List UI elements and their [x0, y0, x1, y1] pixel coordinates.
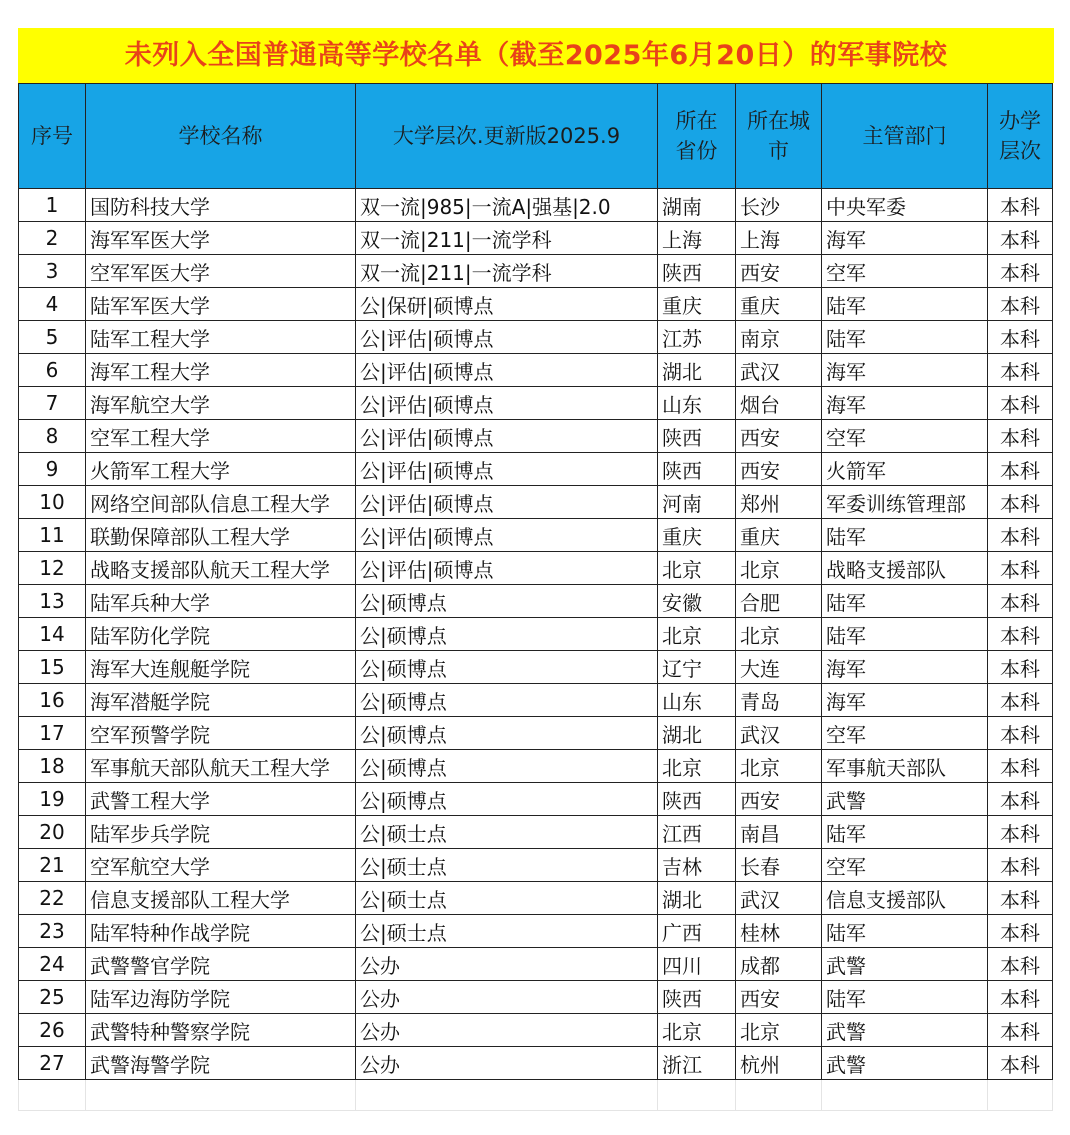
- table-row: [19, 585, 1053, 618]
- table-row: [19, 882, 1053, 915]
- cell-city: 重庆: [736, 288, 822, 321]
- cell-level: 公|评估|硕博点: [356, 387, 658, 420]
- cell-province: 重庆: [658, 519, 736, 552]
- cell-index: 11: [19, 519, 86, 552]
- cell-province: 陕西: [658, 453, 736, 486]
- cell-index: 12: [19, 552, 86, 585]
- empty-cell: [86, 1080, 356, 1111]
- cell-school-name: 陆军工程大学: [86, 321, 356, 354]
- cell-province: 陕西: [658, 783, 736, 816]
- cell-department: 陆军: [822, 519, 988, 552]
- cell-city: 桂林: [736, 915, 822, 948]
- table-row: [19, 651, 1053, 684]
- cell-city: 西安: [736, 420, 822, 453]
- cell-province: 北京: [658, 618, 736, 651]
- cell-level: 公办: [356, 1014, 658, 1047]
- table-row: [19, 222, 1053, 255]
- cell-index: 22: [19, 882, 86, 915]
- header-row: [19, 84, 1053, 189]
- cell-city: 西安: [736, 453, 822, 486]
- cell-education-level: 本科: [988, 618, 1053, 651]
- cell-education-level: 本科: [988, 387, 1053, 420]
- cell-index: 9: [19, 453, 86, 486]
- cell-education-level: 本科: [988, 321, 1053, 354]
- cell-education-level: 本科: [988, 717, 1053, 750]
- cell-level: 公|评估|硕博点: [356, 453, 658, 486]
- cell-school-name: 空军预警学院: [86, 717, 356, 750]
- cell-department: 陆军: [822, 981, 988, 1014]
- cell-city: 青岛: [736, 684, 822, 717]
- table-row: [19, 420, 1053, 453]
- table-row: [19, 255, 1053, 288]
- cell-education-level: 本科: [988, 189, 1053, 222]
- cell-level: 公|评估|硕博点: [356, 321, 658, 354]
- cell-index: 10: [19, 486, 86, 519]
- cell-city: 西安: [736, 783, 822, 816]
- military-schools-table: [18, 83, 1053, 1111]
- cell-province: 山东: [658, 684, 736, 717]
- cell-department: 武警: [822, 1047, 988, 1080]
- cell-department: 战略支援部队: [822, 552, 988, 585]
- header-index: 序号: [19, 84, 86, 189]
- empty-row: [19, 1080, 1053, 1111]
- cell-city: 成都: [736, 948, 822, 981]
- cell-education-level: 本科: [988, 354, 1053, 387]
- cell-province: 北京: [658, 552, 736, 585]
- cell-education-level: 本科: [988, 486, 1053, 519]
- cell-province: 上海: [658, 222, 736, 255]
- table-row: [19, 486, 1053, 519]
- cell-education-level: 本科: [988, 882, 1053, 915]
- cell-education-level: 本科: [988, 255, 1053, 288]
- table-row: [19, 1047, 1053, 1080]
- cell-city: 北京: [736, 618, 822, 651]
- cell-index: 25: [19, 981, 86, 1014]
- cell-school-name: 武警工程大学: [86, 783, 356, 816]
- cell-education-level: 本科: [988, 948, 1053, 981]
- cell-index: 1: [19, 189, 86, 222]
- cell-education-level: 本科: [988, 552, 1053, 585]
- cell-department: 空军: [822, 717, 988, 750]
- cell-education-level: 本科: [988, 684, 1053, 717]
- cell-school-name: 海军工程大学: [86, 354, 356, 387]
- cell-city: 南京: [736, 321, 822, 354]
- cell-education-level: 本科: [988, 1014, 1053, 1047]
- cell-education-level: 本科: [988, 288, 1053, 321]
- cell-school-name: 联勤保障部队工程大学: [86, 519, 356, 552]
- table-row: [19, 948, 1053, 981]
- cell-school-name: 武警海警学院: [86, 1047, 356, 1080]
- cell-province: 陕西: [658, 255, 736, 288]
- cell-city: 上海: [736, 222, 822, 255]
- cell-department: 海军: [822, 651, 988, 684]
- cell-index: 27: [19, 1047, 86, 1080]
- cell-index: 23: [19, 915, 86, 948]
- cell-province: 安徽: [658, 585, 736, 618]
- cell-index: 6: [19, 354, 86, 387]
- cell-level: 公|评估|硕博点: [356, 354, 658, 387]
- cell-city: 烟台: [736, 387, 822, 420]
- cell-province: 陕西: [658, 981, 736, 1014]
- cell-level: 公办: [356, 948, 658, 981]
- table-row: [19, 1014, 1053, 1047]
- cell-index: 3: [19, 255, 86, 288]
- cell-school-name: 国防科技大学: [86, 189, 356, 222]
- cell-education-level: 本科: [988, 420, 1053, 453]
- empty-cell: [19, 1080, 86, 1111]
- cell-school-name: 陆军军医大学: [86, 288, 356, 321]
- cell-department: 军委训练管理部: [822, 486, 988, 519]
- cell-level: 公|评估|硕博点: [356, 420, 658, 453]
- table-row: [19, 915, 1053, 948]
- cell-department: 陆军: [822, 321, 988, 354]
- cell-school-name: 空军工程大学: [86, 420, 356, 453]
- cell-education-level: 本科: [988, 750, 1053, 783]
- cell-school-name: 陆军防化学院: [86, 618, 356, 651]
- empty-cell: [658, 1080, 736, 1111]
- table-row: [19, 849, 1053, 882]
- cell-province: 湖北: [658, 882, 736, 915]
- header-level: 大学层次.更新版2025.9: [356, 84, 658, 189]
- cell-department: 海军: [822, 354, 988, 387]
- cell-province: 湖北: [658, 354, 736, 387]
- empty-cell: [988, 1080, 1053, 1111]
- cell-city: 西安: [736, 981, 822, 1014]
- cell-city: 武汉: [736, 717, 822, 750]
- cell-province: 四川: [658, 948, 736, 981]
- cell-province: 北京: [658, 1014, 736, 1047]
- cell-school-name: 武警警官学院: [86, 948, 356, 981]
- cell-school-name: 海军军医大学: [86, 222, 356, 255]
- cell-province: 河南: [658, 486, 736, 519]
- cell-level: 公|评估|硕博点: [356, 552, 658, 585]
- table-row: [19, 321, 1053, 354]
- table-row: [19, 750, 1053, 783]
- cell-department: 陆军: [822, 288, 988, 321]
- table-row: [19, 453, 1053, 486]
- cell-department: 武警: [822, 783, 988, 816]
- cell-department: 空军: [822, 255, 988, 288]
- empty-cell: [356, 1080, 658, 1111]
- cell-department: 武警: [822, 1014, 988, 1047]
- cell-school-name: 海军航空大学: [86, 387, 356, 420]
- cell-index: 19: [19, 783, 86, 816]
- cell-department: 陆军: [822, 618, 988, 651]
- cell-province: 北京: [658, 750, 736, 783]
- cell-school-name: 火箭军工程大学: [86, 453, 356, 486]
- cell-department: 军事航天部队: [822, 750, 988, 783]
- cell-school-name: 战略支援部队航天工程大学: [86, 552, 356, 585]
- cell-level: 双一流|211|一流学科: [356, 255, 658, 288]
- cell-index: 2: [19, 222, 86, 255]
- cell-education-level: 本科: [988, 849, 1053, 882]
- cell-city: 长春: [736, 849, 822, 882]
- cell-department: 空军: [822, 849, 988, 882]
- cell-department: 陆军: [822, 585, 988, 618]
- header-school-name: 学校名称: [86, 84, 356, 189]
- cell-education-level: 本科: [988, 783, 1053, 816]
- cell-department: 火箭军: [822, 453, 988, 486]
- header-education-level: 办学层次: [988, 84, 1053, 189]
- cell-department: 海军: [822, 684, 988, 717]
- cell-department: 陆军: [822, 915, 988, 948]
- cell-level: 公|评估|硕博点: [356, 486, 658, 519]
- cell-level: 公办: [356, 1047, 658, 1080]
- cell-department: 武警: [822, 948, 988, 981]
- cell-level: 公|硕士点: [356, 816, 658, 849]
- cell-city: 长沙: [736, 189, 822, 222]
- cell-school-name: 海军大连舰艇学院: [86, 651, 356, 684]
- cell-index: 4: [19, 288, 86, 321]
- cell-level: 公|硕博点: [356, 684, 658, 717]
- table-row: [19, 189, 1053, 222]
- cell-city: 大连: [736, 651, 822, 684]
- header-city: 所在城市: [736, 84, 822, 189]
- cell-index: 15: [19, 651, 86, 684]
- cell-school-name: 陆军边海防学院: [86, 981, 356, 1014]
- cell-school-name: 网络空间部队信息工程大学: [86, 486, 356, 519]
- cell-school-name: 空军军医大学: [86, 255, 356, 288]
- cell-level: 公|硕士点: [356, 849, 658, 882]
- cell-province: 浙江: [658, 1047, 736, 1080]
- cell-city: 武汉: [736, 354, 822, 387]
- cell-city: 西安: [736, 255, 822, 288]
- cell-department: 信息支援部队: [822, 882, 988, 915]
- empty-cell: [736, 1080, 822, 1111]
- table-row: [19, 684, 1053, 717]
- cell-index: 21: [19, 849, 86, 882]
- cell-city: 武汉: [736, 882, 822, 915]
- cell-level: 公|硕士点: [356, 915, 658, 948]
- cell-province: 江苏: [658, 321, 736, 354]
- cell-province: 辽宁: [658, 651, 736, 684]
- cell-education-level: 本科: [988, 453, 1053, 486]
- cell-level: 公|硕博点: [356, 783, 658, 816]
- cell-department: 陆军: [822, 816, 988, 849]
- cell-city: 郑州: [736, 486, 822, 519]
- cell-school-name: 武警特种警察学院: [86, 1014, 356, 1047]
- cell-city: 杭州: [736, 1047, 822, 1080]
- cell-department: 中央军委: [822, 189, 988, 222]
- cell-education-level: 本科: [988, 981, 1053, 1014]
- cell-province: 吉林: [658, 849, 736, 882]
- cell-province: 湖北: [658, 717, 736, 750]
- cell-education-level: 本科: [988, 1047, 1053, 1080]
- cell-education-level: 本科: [988, 519, 1053, 552]
- table-title: 未列入全国普通高等学校名单（截至2025年6月20日）的军事院校: [18, 28, 1054, 83]
- cell-province: 陕西: [658, 420, 736, 453]
- cell-level: 公|硕博点: [356, 750, 658, 783]
- cell-school-name: 陆军兵种大学: [86, 585, 356, 618]
- table-row: [19, 387, 1053, 420]
- cell-education-level: 本科: [988, 651, 1053, 684]
- cell-index: 17: [19, 717, 86, 750]
- cell-school-name: 空军航空大学: [86, 849, 356, 882]
- cell-department: 空军: [822, 420, 988, 453]
- cell-index: 18: [19, 750, 86, 783]
- cell-education-level: 本科: [988, 585, 1053, 618]
- cell-index: 26: [19, 1014, 86, 1047]
- empty-cell: [822, 1080, 988, 1111]
- cell-index: 5: [19, 321, 86, 354]
- cell-province: 重庆: [658, 288, 736, 321]
- cell-education-level: 本科: [988, 222, 1053, 255]
- cell-department: 海军: [822, 387, 988, 420]
- table-row: [19, 354, 1053, 387]
- cell-level: 公|硕博点: [356, 717, 658, 750]
- spreadsheet: [18, 28, 1054, 1111]
- cell-education-level: 本科: [988, 816, 1053, 849]
- cell-level: 公办: [356, 981, 658, 1014]
- cell-education-level: 本科: [988, 915, 1053, 948]
- cell-level: 公|评估|硕博点: [356, 519, 658, 552]
- cell-city: 北京: [736, 1014, 822, 1047]
- cell-level: 公|硕博点: [356, 585, 658, 618]
- cell-index: 13: [19, 585, 86, 618]
- cell-school-name: 海军潜艇学院: [86, 684, 356, 717]
- cell-province: 广西: [658, 915, 736, 948]
- table-row: [19, 981, 1053, 1014]
- cell-province: 湖南: [658, 189, 736, 222]
- header-province: 所在省份: [658, 84, 736, 189]
- table-row: [19, 783, 1053, 816]
- cell-index: 24: [19, 948, 86, 981]
- cell-city: 北京: [736, 750, 822, 783]
- cell-index: 16: [19, 684, 86, 717]
- cell-level: 公|硕士点: [356, 882, 658, 915]
- table-row: [19, 618, 1053, 651]
- cell-school-name: 陆军特种作战学院: [86, 915, 356, 948]
- cell-city: 合肥: [736, 585, 822, 618]
- cell-level: 双一流|211|一流学科: [356, 222, 658, 255]
- cell-school-name: 陆军步兵学院: [86, 816, 356, 849]
- cell-department: 海军: [822, 222, 988, 255]
- cell-index: 7: [19, 387, 86, 420]
- table-row: [19, 288, 1053, 321]
- cell-index: 14: [19, 618, 86, 651]
- cell-city: 南昌: [736, 816, 822, 849]
- cell-level: 公|硕博点: [356, 651, 658, 684]
- cell-school-name: 信息支援部队工程大学: [86, 882, 356, 915]
- cell-city: 重庆: [736, 519, 822, 552]
- cell-province: 江西: [658, 816, 736, 849]
- cell-level: 公|硕博点: [356, 618, 658, 651]
- cell-level: 双一流|985|一流A|强基|2.0: [356, 189, 658, 222]
- table-row: [19, 552, 1053, 585]
- cell-level: 公|保研|硕博点: [356, 288, 658, 321]
- cell-province: 山东: [658, 387, 736, 420]
- table-row: [19, 519, 1053, 552]
- cell-index: 8: [19, 420, 86, 453]
- table-row: [19, 816, 1053, 849]
- cell-index: 20: [19, 816, 86, 849]
- cell-school-name: 军事航天部队航天工程大学: [86, 750, 356, 783]
- table-row: [19, 717, 1053, 750]
- header-department: 主管部门: [822, 84, 988, 189]
- cell-city: 北京: [736, 552, 822, 585]
